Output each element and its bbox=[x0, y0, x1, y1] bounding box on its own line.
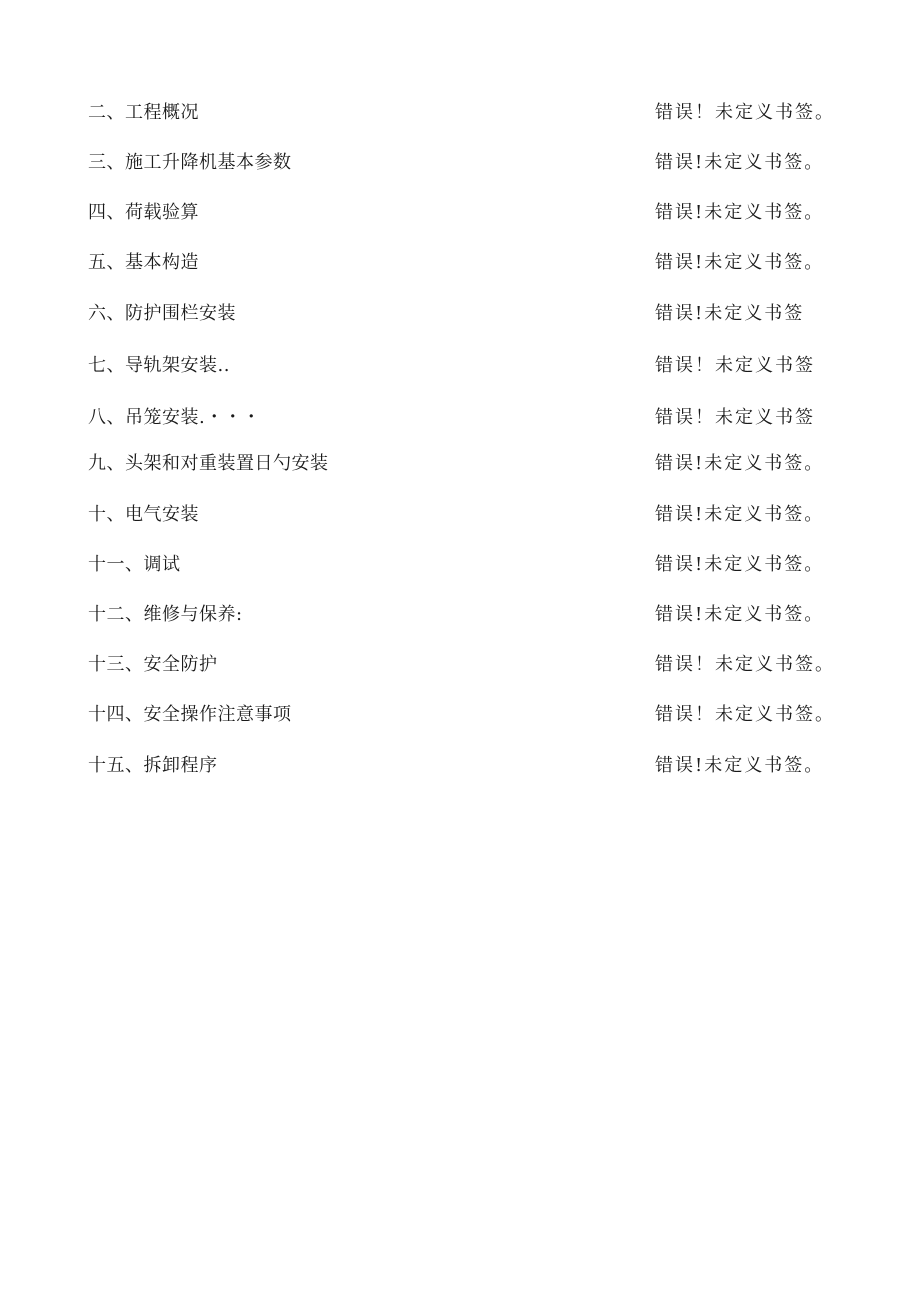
toc-entry-title: 八、吊笼安装.・・・ bbox=[88, 407, 261, 428]
toc-entry[interactable] bbox=[88, 352, 848, 380]
toc-entry-title: 六、防护围栏安装 bbox=[88, 303, 236, 324]
toc-entry-page-ref: 错误!未定义书签。 bbox=[655, 252, 825, 273]
toc-entry[interactable] bbox=[88, 601, 848, 629]
toc-entry-title: 十、电气安装 bbox=[88, 504, 199, 525]
toc-entry-page-ref: 错误！未定义书签 bbox=[655, 355, 815, 376]
toc-entry-page-ref: 错误!未定义书签。 bbox=[655, 504, 825, 525]
toc-entry-title: 十二、维修与保养: bbox=[88, 604, 243, 625]
toc-entry-page-ref: 错误!未定义书签。 bbox=[655, 554, 825, 575]
toc-entry[interactable] bbox=[88, 450, 848, 478]
toc-entry-page-ref: 错误!未定义书签。 bbox=[655, 604, 825, 625]
toc-entry-page-ref: 错误！未定义书签。 bbox=[655, 102, 835, 123]
toc-entry-title: 三、施工升降机基本参数 bbox=[88, 152, 292, 173]
toc-entry-page-ref: 错误!未定义书签。 bbox=[655, 152, 825, 173]
toc-entry[interactable] bbox=[88, 300, 848, 328]
toc-entry[interactable] bbox=[88, 701, 848, 729]
toc-entry[interactable] bbox=[88, 752, 848, 780]
toc-entry-page-ref: 错误！未定义书签 bbox=[655, 407, 815, 428]
toc-entry[interactable] bbox=[88, 149, 848, 177]
toc-entry-title: 九、头架和对重装置日勺安装 bbox=[88, 453, 329, 474]
toc-entry[interactable] bbox=[88, 99, 848, 127]
toc-entry[interactable] bbox=[88, 551, 848, 579]
toc-entry-title: 十五、拆卸程序 bbox=[88, 755, 218, 776]
toc-entry-page-ref: 错误！未定义书签。 bbox=[655, 704, 835, 725]
toc-entry[interactable] bbox=[88, 501, 848, 529]
toc-entry-title: 十三、安全防护 bbox=[88, 654, 218, 675]
toc-entry-title: 十一、调试 bbox=[88, 554, 181, 575]
toc-entry[interactable] bbox=[88, 249, 848, 277]
toc-entry-page-ref: 错误!未定义书签。 bbox=[655, 453, 825, 474]
toc-entry-title: 七、导轨架安装.. bbox=[88, 355, 230, 376]
toc-entry-title: 二、工程概况 bbox=[88, 102, 199, 123]
toc-entry-title: 四、荷载验算 bbox=[88, 202, 199, 223]
toc-entry[interactable] bbox=[88, 404, 848, 432]
toc-entry-title: 五、基本构造 bbox=[88, 252, 199, 273]
toc-entry-page-ref: 错误!未定义书签。 bbox=[655, 202, 825, 223]
toc-entry-page-ref: 错误！未定义书签。 bbox=[655, 654, 835, 675]
toc-entry-page-ref: 错误!未定义书签。 bbox=[655, 755, 825, 776]
toc-entry[interactable] bbox=[88, 651, 848, 679]
toc-entry[interactable] bbox=[88, 199, 848, 227]
toc-entry-page-ref: 错误!未定义书签 bbox=[655, 303, 805, 324]
toc-entry-title: 十四、安全操作注意事项 bbox=[88, 704, 292, 725]
